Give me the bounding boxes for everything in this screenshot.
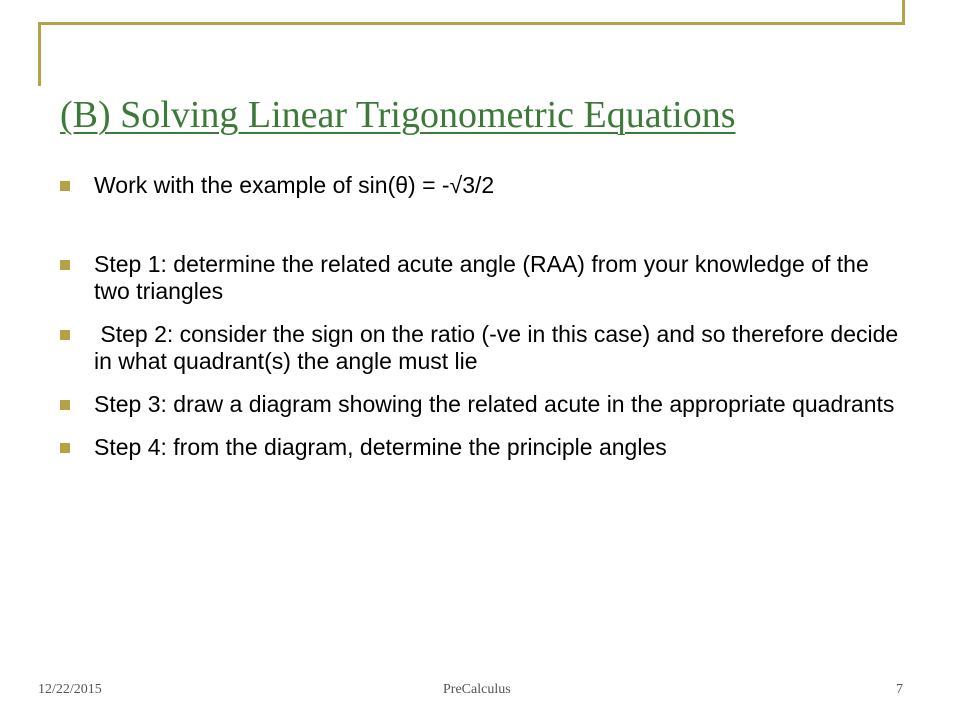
bullet-item bbox=[60, 172, 900, 199]
square-bullet-icon bbox=[60, 181, 70, 191]
bullet-item bbox=[60, 391, 900, 418]
square-bullet-icon bbox=[60, 330, 70, 340]
footer-course-name: PreCalculus bbox=[443, 682, 511, 697]
bullet-item bbox=[60, 251, 900, 305]
footer-page-number: 7 bbox=[896, 682, 903, 697]
bullet-text: Step 2: consider the sign on the ratio (-ve in this case) and so therefore decide in what quadrant(s) the angle must lie bbox=[94, 321, 905, 374]
square-bullet-icon bbox=[60, 443, 70, 453]
slide-title: (B) Solving Linear Trigonometric Equations bbox=[60, 94, 736, 136]
square-bullet-icon bbox=[60, 400, 70, 410]
bullet-text: Step 1: determine the related acute angle (RAA) from your knowledge of the two triangles bbox=[94, 251, 869, 304]
frame-left-line bbox=[38, 22, 41, 86]
bullet-text: Step 4: from the diagram, determine the principle angles bbox=[94, 434, 667, 460]
square-bullet-icon bbox=[60, 260, 70, 270]
bullet-text: Step 3: draw a diagram showing the related acute in the appropriate quadrants bbox=[94, 391, 895, 417]
footer-date: 12/22/2015 bbox=[38, 682, 102, 697]
bullet-text: Work with the example of sin(θ) = -√3/2 bbox=[94, 172, 495, 198]
frame-right-line bbox=[902, 0, 905, 25]
bullet-list bbox=[60, 172, 905, 461]
bullet-item bbox=[60, 321, 905, 375]
frame-top-line bbox=[40, 22, 904, 25]
bullet-item bbox=[60, 434, 900, 461]
